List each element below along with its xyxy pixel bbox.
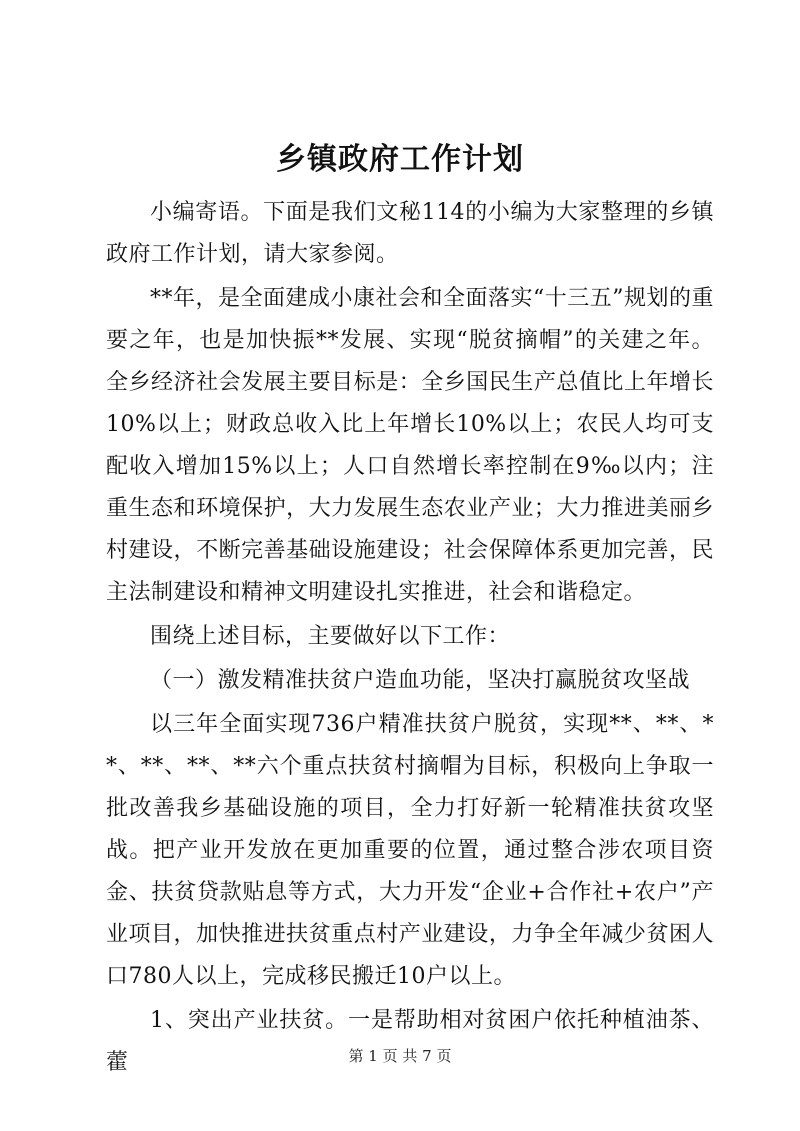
document-title: 乡镇政府工作计划 [276, 142, 524, 177]
work-intro-paragraph: 围绕上述目标，主要做好以下工作： [150, 624, 511, 649]
goals-paragraph: **年，是全面建成小康社会和全面落实“十三五”规划的重要之年，也是加快振**发展、实现“脱贫摘帽”的关建之年。全乡经济社会发展主要目标是：全乡国民生产总值比上年增长10%以上；财政总收入比上年增长10%以上；农民人均可支配收入增加15%以上；人口自然增长率控制在9‰以内；注重生态和环境保护，大力发展生态农业产业；大力推进美丽乡村建设，不断完善基础设施建设；社会保障体系更加完善，民主法制建设和精神文明建设扎实推进，社会和谐稳定。 [106, 286, 714, 605]
section-heading-1: （一）激发精准扶贫户造血功能，坚决打赢脱贫攻坚战 [150, 668, 691, 693]
intro-paragraph: 小编寄语。下面是我们文秘114的小编为大家整理的乡镇政府工作计划，请大家参阅。 [106, 200, 714, 267]
industry-paragraph: 1、突出产业扶贫。一是帮助相对贫困户依托种植油茶、藿 [106, 1008, 714, 1075]
document-body [106, 192, 714, 1086]
page-number-footer: 第 1 页 共 7 页 [348, 1047, 452, 1065]
poverty-paragraph: 以三年全面实现736户精准扶贫户脱贫，实现**、**、**、**、**、**六个重点扶贫村摘帽为目标，积极向上争取一批改善我乡基础设施的项目，全力打好新一轮精准扶贫攻坚战。把产业开发放在更加重要的位置，通过整合涉农项目资金、扶贫贷款贴息等方式，大力开发“企业+合作社+农户”产业项目，加快推进扶贫重点村产业建设，力争全年减少贫困人口780人以上，完成移民搬迁10户以上。 [106, 712, 714, 989]
